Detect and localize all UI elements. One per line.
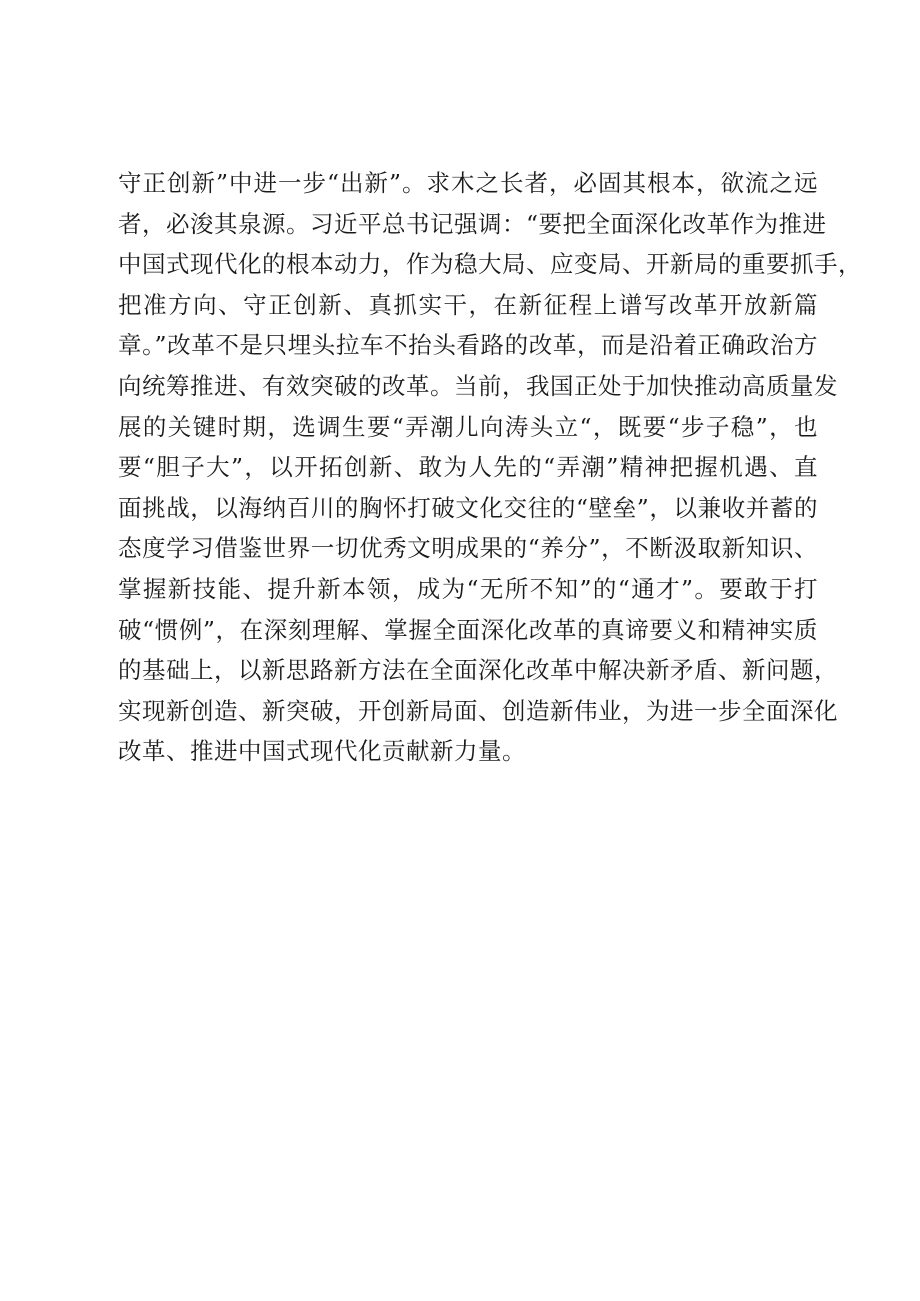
paragraph-line: 守正创新”中进一步“出新”。求木之长者，必固其根本，欲流之远 [118,169,818,197]
paragraph-line: 的基础上，以新思路新方法在全面深化改革中解决新矛盾、新问题， [118,656,838,685]
paragraph-line: 掌握新技能、提升新本领，成为“无所不知”的“通才”。要敢于打 [118,574,818,603]
paragraph-line: 态度学习借鉴世界一切优秀文明成果的“养分”，不断汲取新知识、 [118,534,818,563]
paragraph-line: 中国式现代化的根本动力，作为稳大局、应变局、开新局的重要抓手， [118,250,862,279]
paragraph-line: 破“惯例”，在深刻理解、掌握全面深化改革的真谛要义和精神实质 [118,615,818,644]
paragraph-line-last: 改革、推进中国式现代化贡献新力量。 [118,737,526,766]
paragraph-line: 者，必浚其泉源。习近平总书记强调：“要把全面深化改革作为推进 [118,209,827,238]
paragraph-line: 向统筹推进、有效突破的改革。当前，我国正处于加快推动高质量发 [118,371,838,400]
paragraph-line: 要“胆子大”，以开拓创新、敢为人先的“弄潮”精神把握机遇、直 [118,453,818,482]
body-paragraph [118,163,862,772]
paragraph-line: 展的关键时期，选调生要“弄潮儿向涛头立“，既要“步子稳”，也 [118,412,818,441]
paragraph-line: 实现新创造、新突破，开创新局面、创造新伟业，为进一步全面深化 [118,696,838,725]
paragraph-line: 把准方向、守正创新、真抓实干，在新征程上谱写改革开放新篇 [118,290,818,319]
paragraph-line: 章。”改革不是只埋头拉车不抬头看路的改革，而是沿着正确政治方 [118,331,818,360]
paragraph-line: 面挑战，以海纳百川的胸怀打破文化交往的“壁垒”，以兼收并蓄的 [118,493,818,522]
